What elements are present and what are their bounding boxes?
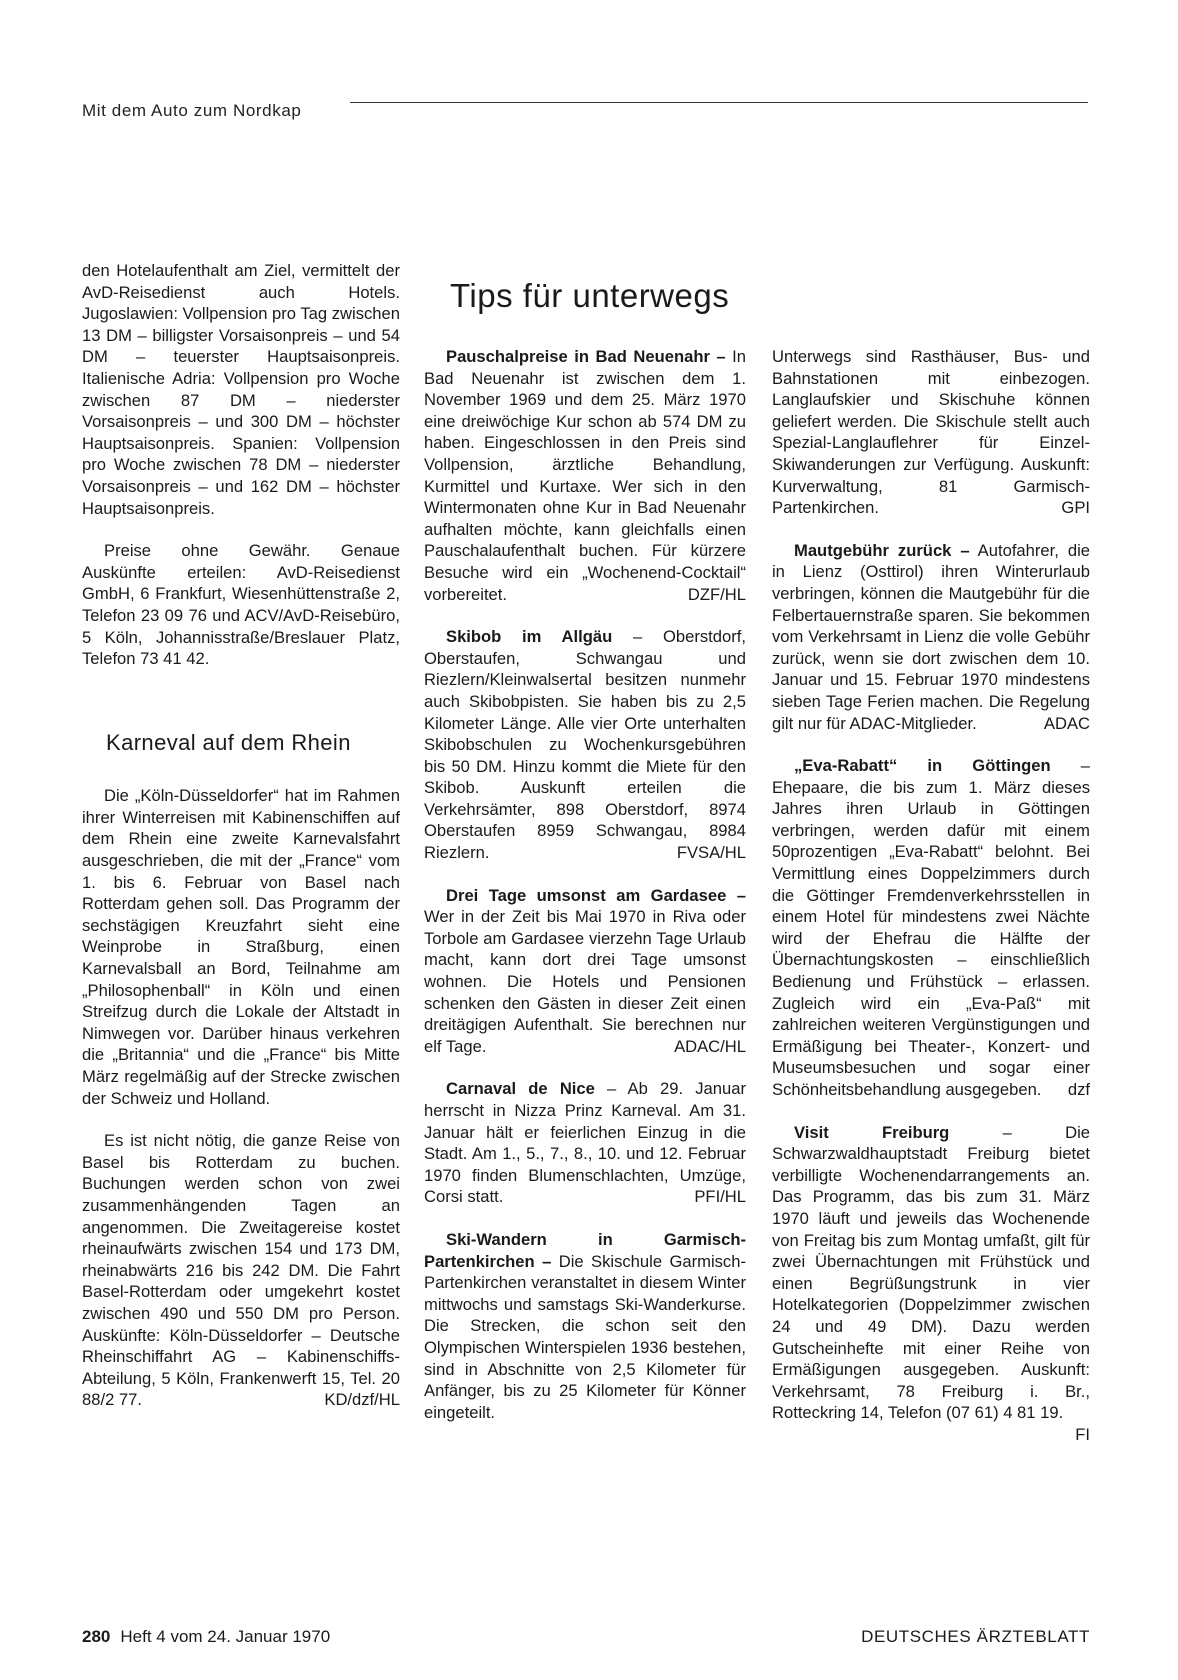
column-left	[82, 260, 400, 1432]
tip-text: In Bad Neuenahr ist zwischen dem 1. November 1969 und dem 25. März 1970 eine dreiwöchige Kur schon ab 574 DM zu haben. Eingeschlossen in den Preis sind Vollpension, ärztliche Behandlung, Kurmittel und Kurtaxe. Wer sich in den Wintermonaten ohne Kur in Bad Neuenahr aufhalten möchte, kann gleichfalls einen Pauschalaufenthalt buchen. Für kürzere Besuche wird ein „Wochenend-Cocktail“ vorbereitet.	[424, 347, 747, 604]
tip-lead: Visit Freiburg	[794, 1122, 950, 1142]
tip-lead: Ski-Wandern in Garmisch-Partenkirchen –	[424, 1229, 746, 1271]
journal-name: DEUTSCHES ÄRZTEBLATT	[861, 1627, 1090, 1646]
issue-info: Heft 4 vom 24. Januar 1970	[120, 1627, 331, 1646]
tip-lead: Mautgebühr zurück –	[794, 540, 970, 560]
paragraph: Preise ohne Gewähr. Genaue Auskünfte erteilen: AvD-Reisedienst GmbH, 6 Frankfurt, Wiesenhüttenstraße 2, Telefon 23 09 76 und ACV/AvD-Reisebüro, 5 Köln, Johannisstraße/Breslauer Platz, Telefon 73 41 42.	[82, 541, 400, 669]
source-sign: FVSA/HL	[676, 843, 746, 863]
source-sign: FI	[1075, 1424, 1090, 1444]
paragraph: den Hotelaufenthalt am Ziel, vermittelt der AvD-Reisedienst auch Hotels. Jugoslawien: Vollpension pro Tag zwischen 13 DM – billigster Vorsaisonpreis – und 54 DM – teuerster Hauptsaisonpreis. Italienische Adria: Vollpension pro Woche zwischen 87 DM – niederster Vorsaisonpreis – und 300 DM – höchster Hauptsaisonpreis. Spanien: Vollpension pro Woche zwischen 78 DM – niederster Vorsaisonpreis – und 162 DM – höchster Hauptsaisonpreis.	[82, 261, 400, 518]
header-rule	[350, 102, 1088, 103]
tip-item	[772, 755, 1090, 1101]
tip-lead: Carnaval de Nice	[446, 1079, 595, 1099]
tip-item	[424, 346, 746, 605]
tip-text: – Oberstdorf, Oberstaufen, Schwangau und Riezlern/Kleinwalsertal besitzen nunmehr auch Skibobpisten. Sie haben bis zu 2,5 Kilometer Länge. Alle vier Orte unterhalten Skibobschulen zu Wochenkursgebühren bis 50 DM. Hinzu kommt die Miete für den Skibob. Auskunft erteilen die Verkehrsämter, 898 Oberstdorf, 8974 Oberstaufen 8959 Schwangau, 8984 Riezlern.	[424, 627, 746, 863]
tip-text: Wer in der Zeit bis Mai 1970 in Riva oder Torbole am Gardasee vierzehn Tage Urlaub macht, kann dort drei Tage umsonst wohnen. Die Hotels und Pensionen schenken den Gästen in dieser Zeit einen dreitägigen Aufenthalt. Sie berechnen nur elf Tage.	[424, 907, 746, 1056]
tip-text: Die Skischule Garmisch-Partenkirchen veranstaltet in diesem Winter mittwochs und samstags Ski-Wanderkurse. Die Strecken, die schon seit den Olympischen Winterspielen 1936 bestehen, sind in Abschnitte von 2,5 Kilometer für Anfänger, bis zu 25 Kilometer für Könner eingeteilt.	[424, 1251, 746, 1422]
tip-lead: Pauschalpreise in Bad Neuenahr –	[446, 347, 726, 366]
source-sign: PFI/HL	[694, 1187, 746, 1207]
running-title: Mit dem Auto zum Nordkap	[82, 101, 302, 120]
source-sign: DZF/HL	[687, 584, 746, 604]
tip-lead: Skibob im Allgäu	[446, 627, 613, 647]
tip-item	[424, 626, 746, 864]
tip-item	[772, 1122, 1090, 1444]
tip-item	[424, 1078, 746, 1208]
tip-text: – Die Schwarzwaldhauptstadt Freiburg bietet verbilligte Wochenendarrangements an. Das Programm, das bis zum 31. März 1970 läuft und jeweils das Wochenende von Freitag bis zum Montag umfaßt, gilt für zwei Übernachtungen mit Frühstück und einen Begrüßungstrunk in vier Hotelkategorien (Doppelzimmer zwischen 24 und 49 DM). Dazu werden Gutscheinhefte mit einer Reihe von Ermäßigungen ausgegeben. Auskunft: Verkehrsamt, 78 Freiburg i. Br., Rotteckring 14, Telefon (07 61) 4 81 19.	[772, 1122, 1090, 1423]
tip-lead: „Eva-Rabatt“ in Göttingen	[794, 756, 1051, 776]
column-middle	[424, 346, 746, 1444]
source-sign: ADAC/HL	[674, 1036, 746, 1056]
paragraph-text: Es ist nicht nötig, die ganze Reise von Basel bis Rotterdam zu buchen. Buchungen werden schon von zwei zusammenhängenden Tagen an angenommen. Die Zweitagereise kostet rheinaufwärts zwischen 154 und 173 DM, rheinabwärts 216 bis 242 DM. Die Fahrt Basel-Rotterdam oder umgekehrt kostet zwischen 490 und 550 DM pro Person. Auskünfte: Köln-Düsseldorfer – Deutsche Rheinschiffahrt AG – Kabinenschiffs-Abteilung, 5 Köln, Frankenwerft 15, Tel. 20 88/2 77.	[82, 1131, 400, 1410]
page-title: Tips für unterwegs	[450, 277, 730, 315]
section-title: Karneval auf dem Rhein	[106, 729, 351, 755]
tip-text: Unterwegs sind Rasthäuser, Bus- und Bahnstationen mit einbezogen. Langlaufskier und Skischuhe können geliefert werden. Die Skischule stellt auch Spezial-Langlauflehrer für Einzel-Skiwanderungen zur Verfügung. Auskunft: Kurverwaltung, 81 Garmisch-Partenkirchen.	[772, 347, 1090, 518]
source-sign: ADAC	[1043, 713, 1090, 733]
tip-text: – Ehepaare, die bis zum 1. März dieses Jahres ihren Urlaub in Göttingen verbringen, werden dafür mit einem 50prozentigen „Eva-Rabatt“ belohnt. Bei Vermittlung eines Doppelzimmers durch die Göttinger Fremdenverkehrsstellen in einem Hotel für mindestens zwei Nächte wird der Ehefrau die Hälfte der Übernachtungskosten – einschließlich Bedienung und Frühstück – erlassen. Zugleich wird ein „Eva-Paß“ mit zahlreichen weiteren Vergünstigungen und Ermäßigung bei Theater-, Konzert- und Museumsbesuchen und sogar einer Schönheitsbehandlung ausgegeben.	[772, 756, 1090, 1099]
tip-item	[424, 1229, 746, 1423]
tip-text: Autofahrer, die in Lienz (Osttirol) ihren Winterurlaub verbringen, können die Mautgebühr für die Felbertauernstraße sparen. Sie bekommen vom Verkehrsamt in Lienz die volle Gebühr zurück, wenn sie dort zwischen dem 10. Januar und 15. Februar 1970 mindestens sieben Tage Ferien machen. Die Regelung gilt nur für ADAC-Mitglieder.	[772, 540, 1090, 733]
page-footer-left	[82, 1627, 330, 1647]
paragraph	[82, 1130, 400, 1411]
source-sign: GPI	[1061, 498, 1090, 518]
source-sign: KD/dzf/HL	[324, 1390, 400, 1410]
source-sign: dzf	[1067, 1080, 1090, 1099]
tip-item	[772, 540, 1090, 734]
tip-lead: Drei Tage umsonst am Gardasee –	[446, 885, 746, 905]
tip-item	[424, 885, 746, 1058]
tip-text: – Ab 29. Januar herrscht in Nizza Prinz Karneval. Am 31. Januar hält er feierlichen Einzug in die Stadt. Am 1., 5., 7., 8., 10. und 12. Februar 1970 finden Blumenschlachten, Umzüge, Corsi statt.	[424, 1079, 746, 1207]
tip-continuation	[772, 346, 1090, 519]
column-right	[772, 346, 1090, 1446]
page-number: 280	[82, 1627, 111, 1646]
paragraph: Die „Köln-Düsseldorfer“ hat im Rahmen ihrer Winterreisen mit Kabinenschiffen auf dem Rhein eine zweite Karnevalsfahrt ausgeschrieben, die mit der „France“ vom 1. bis 6. Februar von Basel nach Rotterdam gehen soll. Das Programm der sechstägigen Kreuzfahrt sieht eine Weinprobe in Straßburg, einen Karnevalsball an Bord, Teilnahme am „Philosophenball“ in Köln und einen Streifzug durch die Lokale der Altstadt in Nimwegen vor. Darüber hinaus verkehren die „Britannia“ und die „France“ bis Mitte März regelmäßig auf der Strecke zwischen der Schweiz und Holland.	[82, 786, 400, 1108]
